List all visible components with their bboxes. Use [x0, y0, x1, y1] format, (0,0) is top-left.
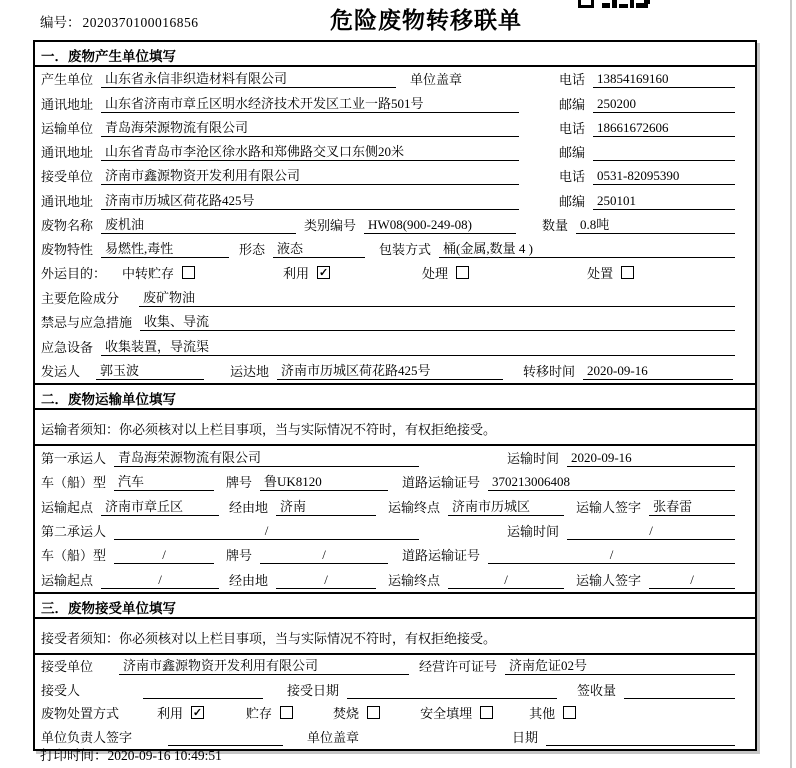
- taboo-label: 禁忌与应急措施: [41, 315, 133, 331]
- addr1-value: 山东省济南市章丘区明水经济技术开发区工业一路501号: [101, 94, 519, 113]
- via2-label: 经由地: [229, 572, 269, 588]
- purpose-label: 外运目的：: [41, 265, 107, 281]
- checkbox-treat: [422, 263, 469, 282]
- row-route2: [35, 567, 755, 591]
- transfer-time-label: 转移时间: [523, 363, 576, 379]
- manifest-form: [33, 40, 757, 751]
- doc-number-label: 编号：: [40, 15, 81, 30]
- transporter-value: 青岛海荣源物流有限公司: [101, 118, 519, 137]
- sign1-label: 运输人签字: [576, 499, 642, 515]
- checkbox-transfer-storage: [122, 263, 195, 282]
- producer-value: 山东省永信非织造材料有限公司: [101, 69, 396, 88]
- checkbox-label: 其他: [529, 705, 556, 721]
- permit2-label: 道路运输证号: [402, 548, 481, 564]
- sign2-value: /: [649, 570, 735, 589]
- checkbox-label: 中转贮存: [122, 265, 175, 281]
- via1-value: 济南: [276, 497, 376, 516]
- addr2-value: 山东省青岛市李沧区徐水路和郑佛路交叉口东侧20米: [101, 142, 519, 161]
- shipper-value: 郭玉波: [96, 361, 204, 380]
- section1-header: 一．废物产生单位填写: [35, 42, 755, 67]
- checkbox-label: 处置: [587, 265, 614, 281]
- receive-person-value: [143, 680, 263, 699]
- receive-unit-label: 接受单位: [41, 659, 94, 675]
- checkbox-disposal-landfill: [420, 703, 493, 722]
- checkbox-label: 利用: [283, 265, 310, 281]
- origin1-value: 济南市章丘区: [101, 497, 219, 516]
- receive-date-value: [347, 680, 557, 699]
- row-carrier2: [35, 519, 755, 543]
- disposal-label: 废物处置方式: [41, 705, 120, 721]
- page-edge-line: [790, 0, 792, 768]
- carrier2-label: 第二承运人: [41, 524, 107, 540]
- time2-label: 运输时间: [506, 524, 559, 540]
- section2-header: 二．废物运输单位填写: [35, 383, 755, 410]
- row-transporter: [35, 116, 755, 140]
- addr2-label: 通讯地址: [41, 145, 94, 161]
- checkbox-box: [280, 706, 293, 719]
- receiver-notice: 接受者须知：你必须核对以上栏目事项，当与实际情况不符时，有权拒绝接受。: [35, 619, 755, 655]
- unit-seal-label: 单位盖章: [410, 72, 463, 88]
- row-transporter-address: [35, 140, 755, 164]
- end2-value: /: [448, 570, 564, 589]
- time1-label: 运输时间: [506, 451, 559, 467]
- origin1-label: 运输起点: [41, 499, 94, 515]
- phone1-label: 电话: [558, 72, 585, 88]
- origin2-value: /: [101, 570, 219, 589]
- row-vehicle1: [35, 470, 755, 494]
- end1-value: 济南市历城区: [448, 497, 564, 516]
- pack-label: 包装方式: [379, 242, 432, 258]
- end1-label: 运输终点: [388, 499, 441, 515]
- phone3-label: 电话: [558, 169, 585, 185]
- row-hazard: [35, 286, 755, 310]
- phone2-value: 18661672606: [593, 118, 735, 137]
- zip2-label: 邮编: [558, 145, 585, 161]
- qty-value: 0.8吨: [576, 215, 735, 234]
- addr3-label: 通讯地址: [41, 193, 94, 209]
- checkbox-label: 利用: [157, 705, 184, 721]
- unit-seal2-label: 单位盖章: [307, 730, 360, 746]
- qty-label: 数量: [542, 218, 569, 234]
- receiver-label: 接受单位: [41, 169, 94, 185]
- end2-label: 运输终点: [388, 572, 441, 588]
- section3-header: 三．废物接受单位填写: [35, 592, 755, 619]
- checkbox-disposal-other: [529, 703, 576, 722]
- checkbox-disposal-storage: [246, 703, 293, 722]
- row-taboo: [35, 310, 755, 334]
- carrier2-value: /: [114, 521, 419, 540]
- form-value: 液态: [273, 239, 365, 258]
- sign1-value: 张春雷: [649, 497, 735, 516]
- plate1-label: 牌号: [226, 475, 253, 491]
- via2-value: /: [276, 570, 376, 589]
- amount-value: [624, 680, 735, 699]
- vtype2-value: /: [114, 545, 214, 564]
- addr1-label: 通讯地址: [41, 96, 94, 112]
- row-producer: [35, 67, 755, 91]
- receive-unit-value: 济南市鑫源物资开发利用有限公司: [119, 656, 409, 675]
- via1-label: 经由地: [229, 499, 269, 515]
- row-shipper: [35, 359, 755, 383]
- permit1-label: 道路运输证号: [402, 475, 481, 491]
- plate1-value: 鲁UK8120: [260, 472, 388, 491]
- equip-label: 应急设备: [41, 339, 94, 355]
- license-value: 济南危证02号: [505, 656, 735, 675]
- checkbox-box: [480, 706, 493, 719]
- qr-code-icon: [578, 0, 652, 10]
- page-title: 危险废物转移联单: [330, 8, 522, 33]
- zip2-value: [593, 142, 735, 161]
- carrier1-label: 第一承运人: [41, 451, 107, 467]
- hazard-value: 废矿物油: [139, 288, 735, 307]
- carrier1-value: 青岛海荣源物流有限公司: [114, 448, 419, 467]
- row-purpose: [35, 261, 755, 285]
- permit1-value: 370213006408: [488, 472, 735, 491]
- vtype1-value: 汽车: [114, 472, 214, 491]
- checkbox-utilize: [283, 263, 330, 282]
- traits-value: 易燃性,毒性: [101, 239, 229, 258]
- time2-value: /: [567, 521, 735, 540]
- plate2-value: /: [260, 545, 388, 564]
- receive-person-label: 接受人: [41, 682, 81, 698]
- phone1-value: 13854169160: [593, 69, 735, 88]
- zip3-label: 邮编: [558, 193, 585, 209]
- checkbox-box: [367, 706, 380, 719]
- waste-name-label: 废物名称: [41, 218, 94, 234]
- row-producer-address: [35, 91, 755, 115]
- code-label: 类别编号: [304, 218, 357, 234]
- row-equipment: [35, 334, 755, 358]
- shipper-label: 发运人: [41, 363, 81, 379]
- doc-number: [40, 11, 199, 31]
- responsible-sign-label: 单位负责人签字: [41, 730, 133, 746]
- checkbox-box: ✓: [192, 706, 203, 719]
- pack-value: 桶(金属,数量 4 ): [439, 239, 735, 258]
- date-label: 日期: [512, 730, 539, 746]
- vtype1-label: 车（船）型: [41, 475, 107, 491]
- equip-value: 收集装置，导流渠: [101, 337, 735, 356]
- row-receiver: [35, 164, 755, 188]
- amount-label: 签收量: [577, 682, 617, 698]
- checkbox-box: [563, 706, 576, 719]
- date-value: [546, 727, 735, 746]
- sign2-label: 运输人签字: [576, 572, 642, 588]
- producer-label: 产生单位: [41, 72, 94, 88]
- taboo-value: 收集、导流: [140, 312, 735, 331]
- receiver-value: 济南市鑫源物资开发利用有限公司: [101, 166, 519, 185]
- row-waste-name: [35, 213, 755, 237]
- transfer-time-value: 2020-09-16: [583, 361, 733, 380]
- print-time: [40, 744, 222, 764]
- checkbox-dispose: [587, 263, 634, 282]
- print-time-value: 2020-09-16 10:49:51: [107, 748, 222, 763]
- row-carrier1: [35, 446, 755, 470]
- doc-number-value: 2020370100016856: [82, 15, 199, 30]
- dest-value: 济南市历城区荷花路425号: [277, 361, 503, 380]
- form-label: 形态: [239, 242, 266, 258]
- traits-label: 废物特性: [41, 242, 94, 258]
- plate2-label: 牌号: [226, 548, 253, 564]
- row-receiver-address: [35, 188, 755, 212]
- row-receive-unit: [35, 655, 755, 679]
- code-value: HW08(900-249-08): [364, 215, 516, 234]
- checkbox-disposal-incinerate: [333, 703, 380, 722]
- license-label: 经营许可证号: [419, 659, 498, 675]
- origin2-label: 运输起点: [41, 572, 94, 588]
- zip1-label: 邮编: [558, 96, 585, 112]
- phone2-label: 电话: [558, 120, 585, 136]
- checkbox-box: [621, 266, 634, 279]
- transporter-label: 运输单位: [41, 120, 94, 136]
- checkbox-box: [182, 266, 195, 279]
- permit2-value: /: [488, 545, 735, 564]
- checkbox-label: 焚烧: [333, 705, 360, 721]
- checkbox-label: 安全填埋: [420, 705, 473, 721]
- receive-date-label: 接受日期: [287, 682, 340, 698]
- vtype2-label: 车（船）型: [41, 548, 107, 564]
- checkbox-box: ✓: [318, 266, 329, 279]
- checkbox-disposal-utilize: [157, 703, 204, 722]
- row-route1: [35, 494, 755, 518]
- checkbox-label: 贮存: [246, 705, 273, 721]
- time1-value: 2020-09-16: [567, 448, 735, 467]
- zip3-value: 250101: [593, 191, 735, 210]
- row-vehicle2: [35, 543, 755, 567]
- row-receive-person: [35, 678, 755, 702]
- hazard-label: 主要危险成分: [41, 290, 120, 306]
- print-time-label: 打印时间：: [40, 748, 108, 763]
- dest-label: 运达地: [230, 363, 270, 379]
- checkbox-box: [456, 266, 469, 279]
- phone3-value: 0531-82095390: [593, 166, 735, 185]
- addr3-value: 济南市历城区荷花路425号: [101, 191, 519, 210]
- checkbox-label: 处理: [422, 265, 449, 281]
- carrier-notice: 运输者须知：你必须核对以上栏目事项，当与实际情况不符时，有权拒绝接受。: [35, 410, 755, 446]
- row-waste-traits: [35, 237, 755, 261]
- zip1-value: 250200: [593, 94, 735, 113]
- waste-name-value: 废机油: [101, 215, 296, 234]
- row-disposal-method: [35, 702, 755, 726]
